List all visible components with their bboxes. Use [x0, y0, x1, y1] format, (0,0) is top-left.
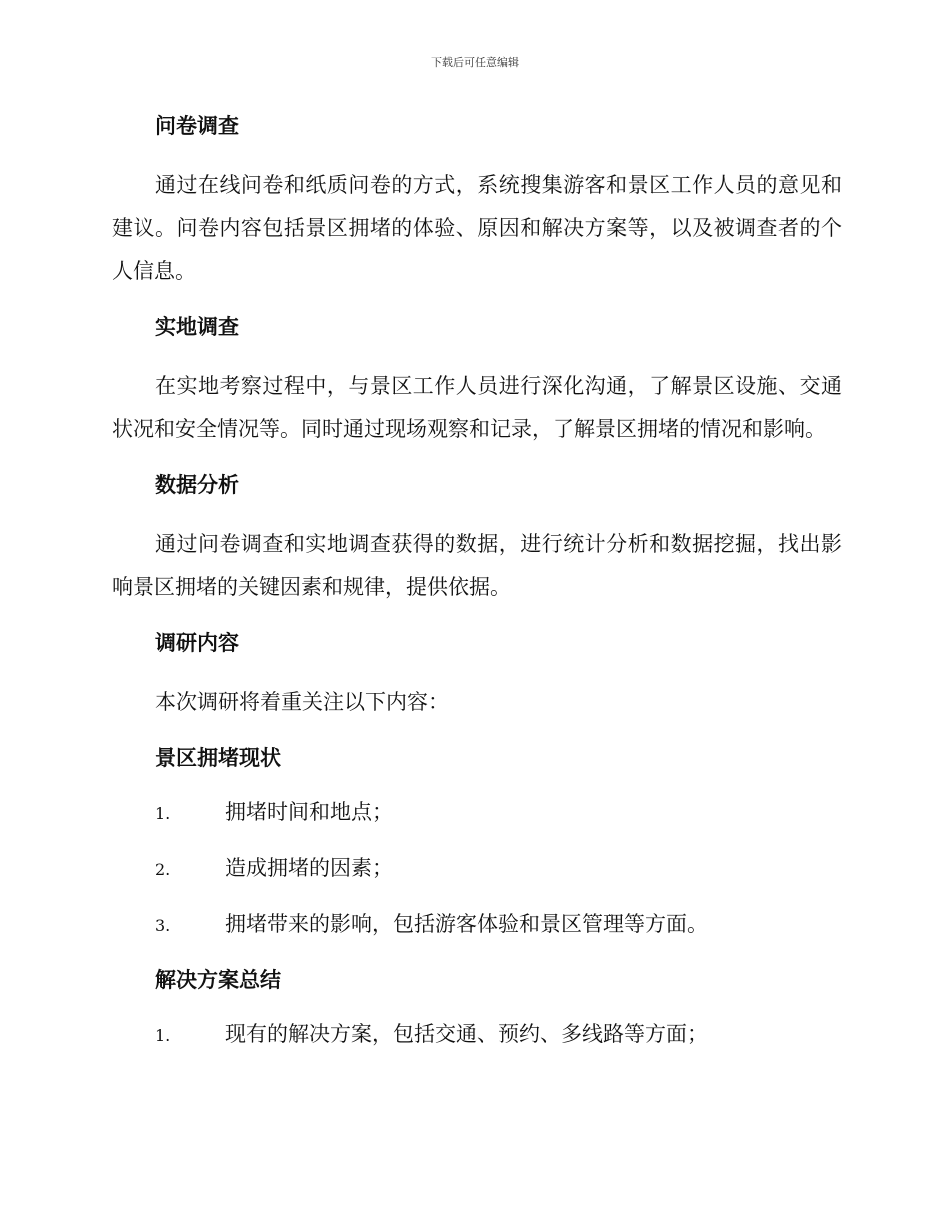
list-item	[112, 852, 842, 886]
list-number: 1.	[155, 1026, 171, 1045]
list-item	[112, 908, 842, 942]
section-body-research-content: 本次调研将着重关注以下内容：	[155, 690, 449, 714]
list-item	[112, 1018, 842, 1052]
section-title-data-analysis: 数据分析	[155, 473, 239, 497]
list-text: 拥堵带来的影响，包括游客体验和景区管理等方面。	[225, 912, 708, 936]
list-number: 3.	[155, 916, 171, 935]
list-text: 拥堵时间和地点；	[225, 800, 393, 824]
section-title-solution-summary: 解决方案总结	[155, 968, 281, 992]
document-body	[112, 110, 842, 1052]
page-header: 下载后可任意编辑	[431, 56, 519, 69]
list-number: 1.	[155, 804, 171, 823]
section-body-questionnaire: 通过在线问卷和纸质问卷的方式，系统搜集游客和景区工作人员的意见和建议。问卷内容包括景区拥堵的体验、原因和解决方案等，以及被调查者的个人信息。	[112, 173, 842, 283]
section-body-field-survey: 在实地考察过程中，与景区工作人员进行深化沟通，了解景区设施、交通状况和安全情况等。同时通过现场观察和记录，了解景区拥堵的情况和影响。	[112, 374, 842, 441]
list-text: 现有的解决方案，包括交通、预约、多线路等方面；	[225, 1022, 708, 1046]
list-number: 2.	[155, 860, 171, 879]
section-title-research-content: 调研内容	[155, 631, 239, 655]
list-item	[112, 796, 842, 830]
section-title-questionnaire: 问卷调查	[155, 114, 239, 138]
section-title-field-survey: 实地调查	[155, 315, 239, 339]
section-body-data-analysis: 通过问卷调查和实地调查获得的数据，进行统计分析和数据挖掘，找出影响景区拥堵的关键因素和规律，提供依据。	[112, 532, 842, 599]
section-title-congestion-status: 景区拥堵现状	[155, 746, 281, 770]
list-text: 造成拥堵的因素；	[225, 856, 393, 880]
